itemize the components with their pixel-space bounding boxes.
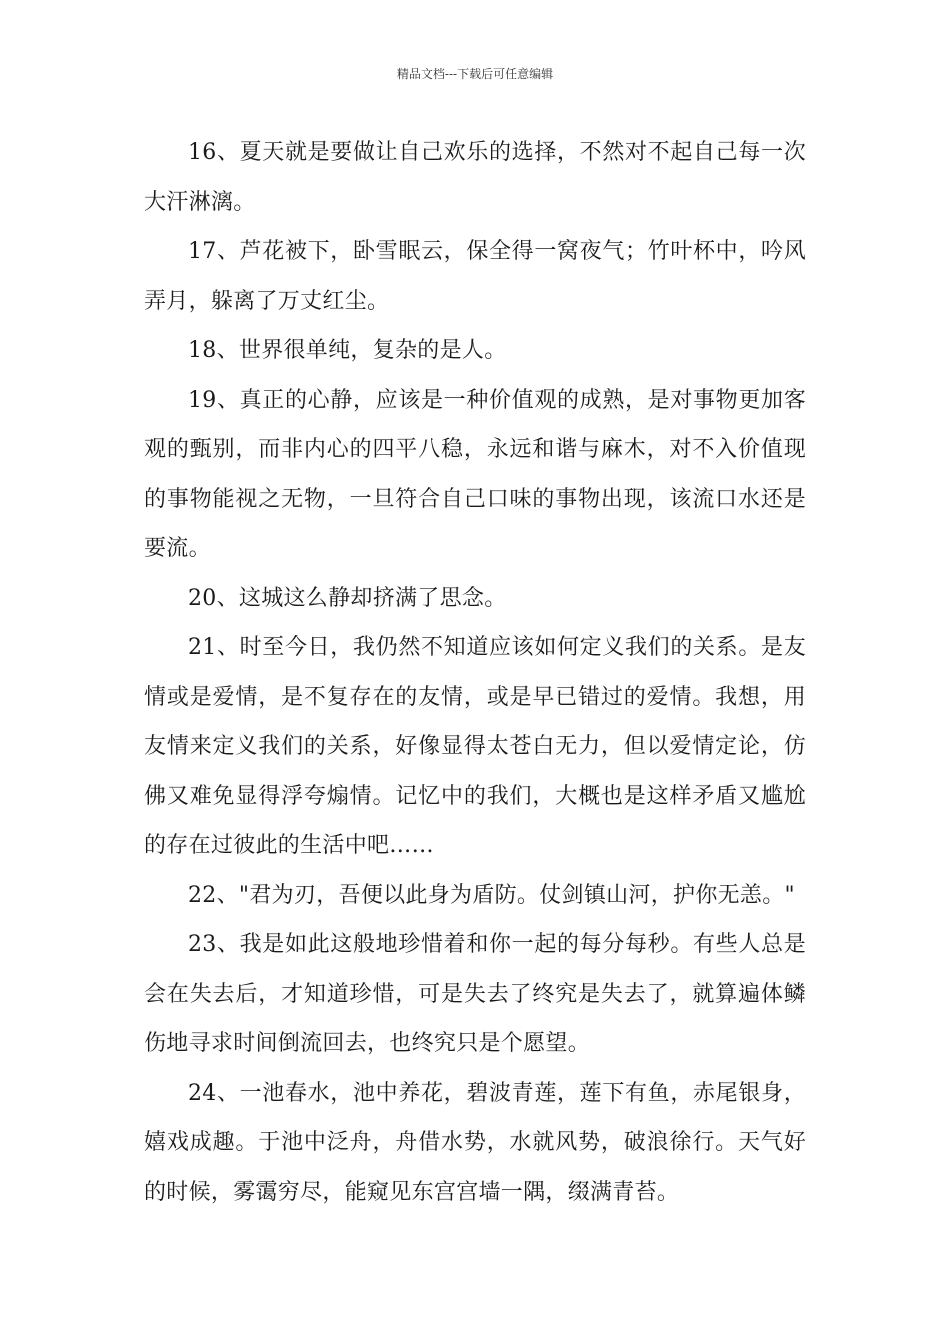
paragraph-18: 18、世界很单纯，复杂的是人。 <box>188 338 507 363</box>
paragraph-17: 17、芦花被下，卧雪眠云，保全得一窝夜气；竹叶杯中，吟风弄月，躲离了万丈红尘。 <box>144 239 806 314</box>
paragraph-22: 22、"君为刃，吾便以此身为盾防。仗剑镇山河，护你无恙。" <box>188 882 795 908</box>
page-header: 精品文档---下载后可任意编辑 <box>396 67 554 81</box>
paragraph-20: 20、这城这么静却挤满了思念。 <box>188 585 507 611</box>
paragraph-19: 19、真正的心静，应该是一种价值观的成熟，是对事物更加客观的甄别，而非内心的四平八稳，永远和谐与麻木，对不入价值现的事物能视之无物，一旦符合自己口味的事物出现，该流口水还是要流。 <box>144 387 806 561</box>
paragraph-23: 23、我是如此这般地珍惜着和你一起的每分每秒。有些人总是会在失去后，才知道珍惜，可是失去了终究是失去了，就算遍体鳞伤地寻求时间倒流回去，也终究只是个愿望。 <box>144 932 806 1056</box>
paragraph-24: 24、一池春水，池中养花，碧波青莲，莲下有鱼，赤尾银身，嬉戏成趣。于池中泛舟，舟借水势，水就风势，破浪徐行。天气好的时候，雾霭穷尽，能窥见东宫宫墙一隅，缀满青苔。 <box>144 1080 806 1205</box>
paragraph-21: 21、时至今日，我仍然不知道应该如何定义我们的关系。是友情或是爱情，是不复存在的友情，或是早已错过的爱情。我想，用友情来定义我们的关系，好像显得太苍白无力，但以爱情定论，仿佛又难免显得浮夸煽情。记忆中的我们，大概也是这样矛盾又尴尬的存在过彼此的生活中吧…… <box>144 635 806 858</box>
document-body <box>144 128 806 1217</box>
paragraph-16: 16、夏天就是要做让自己欢乐的选择，不然对不起自己每一次大汗淋漓。 <box>144 140 806 215</box>
